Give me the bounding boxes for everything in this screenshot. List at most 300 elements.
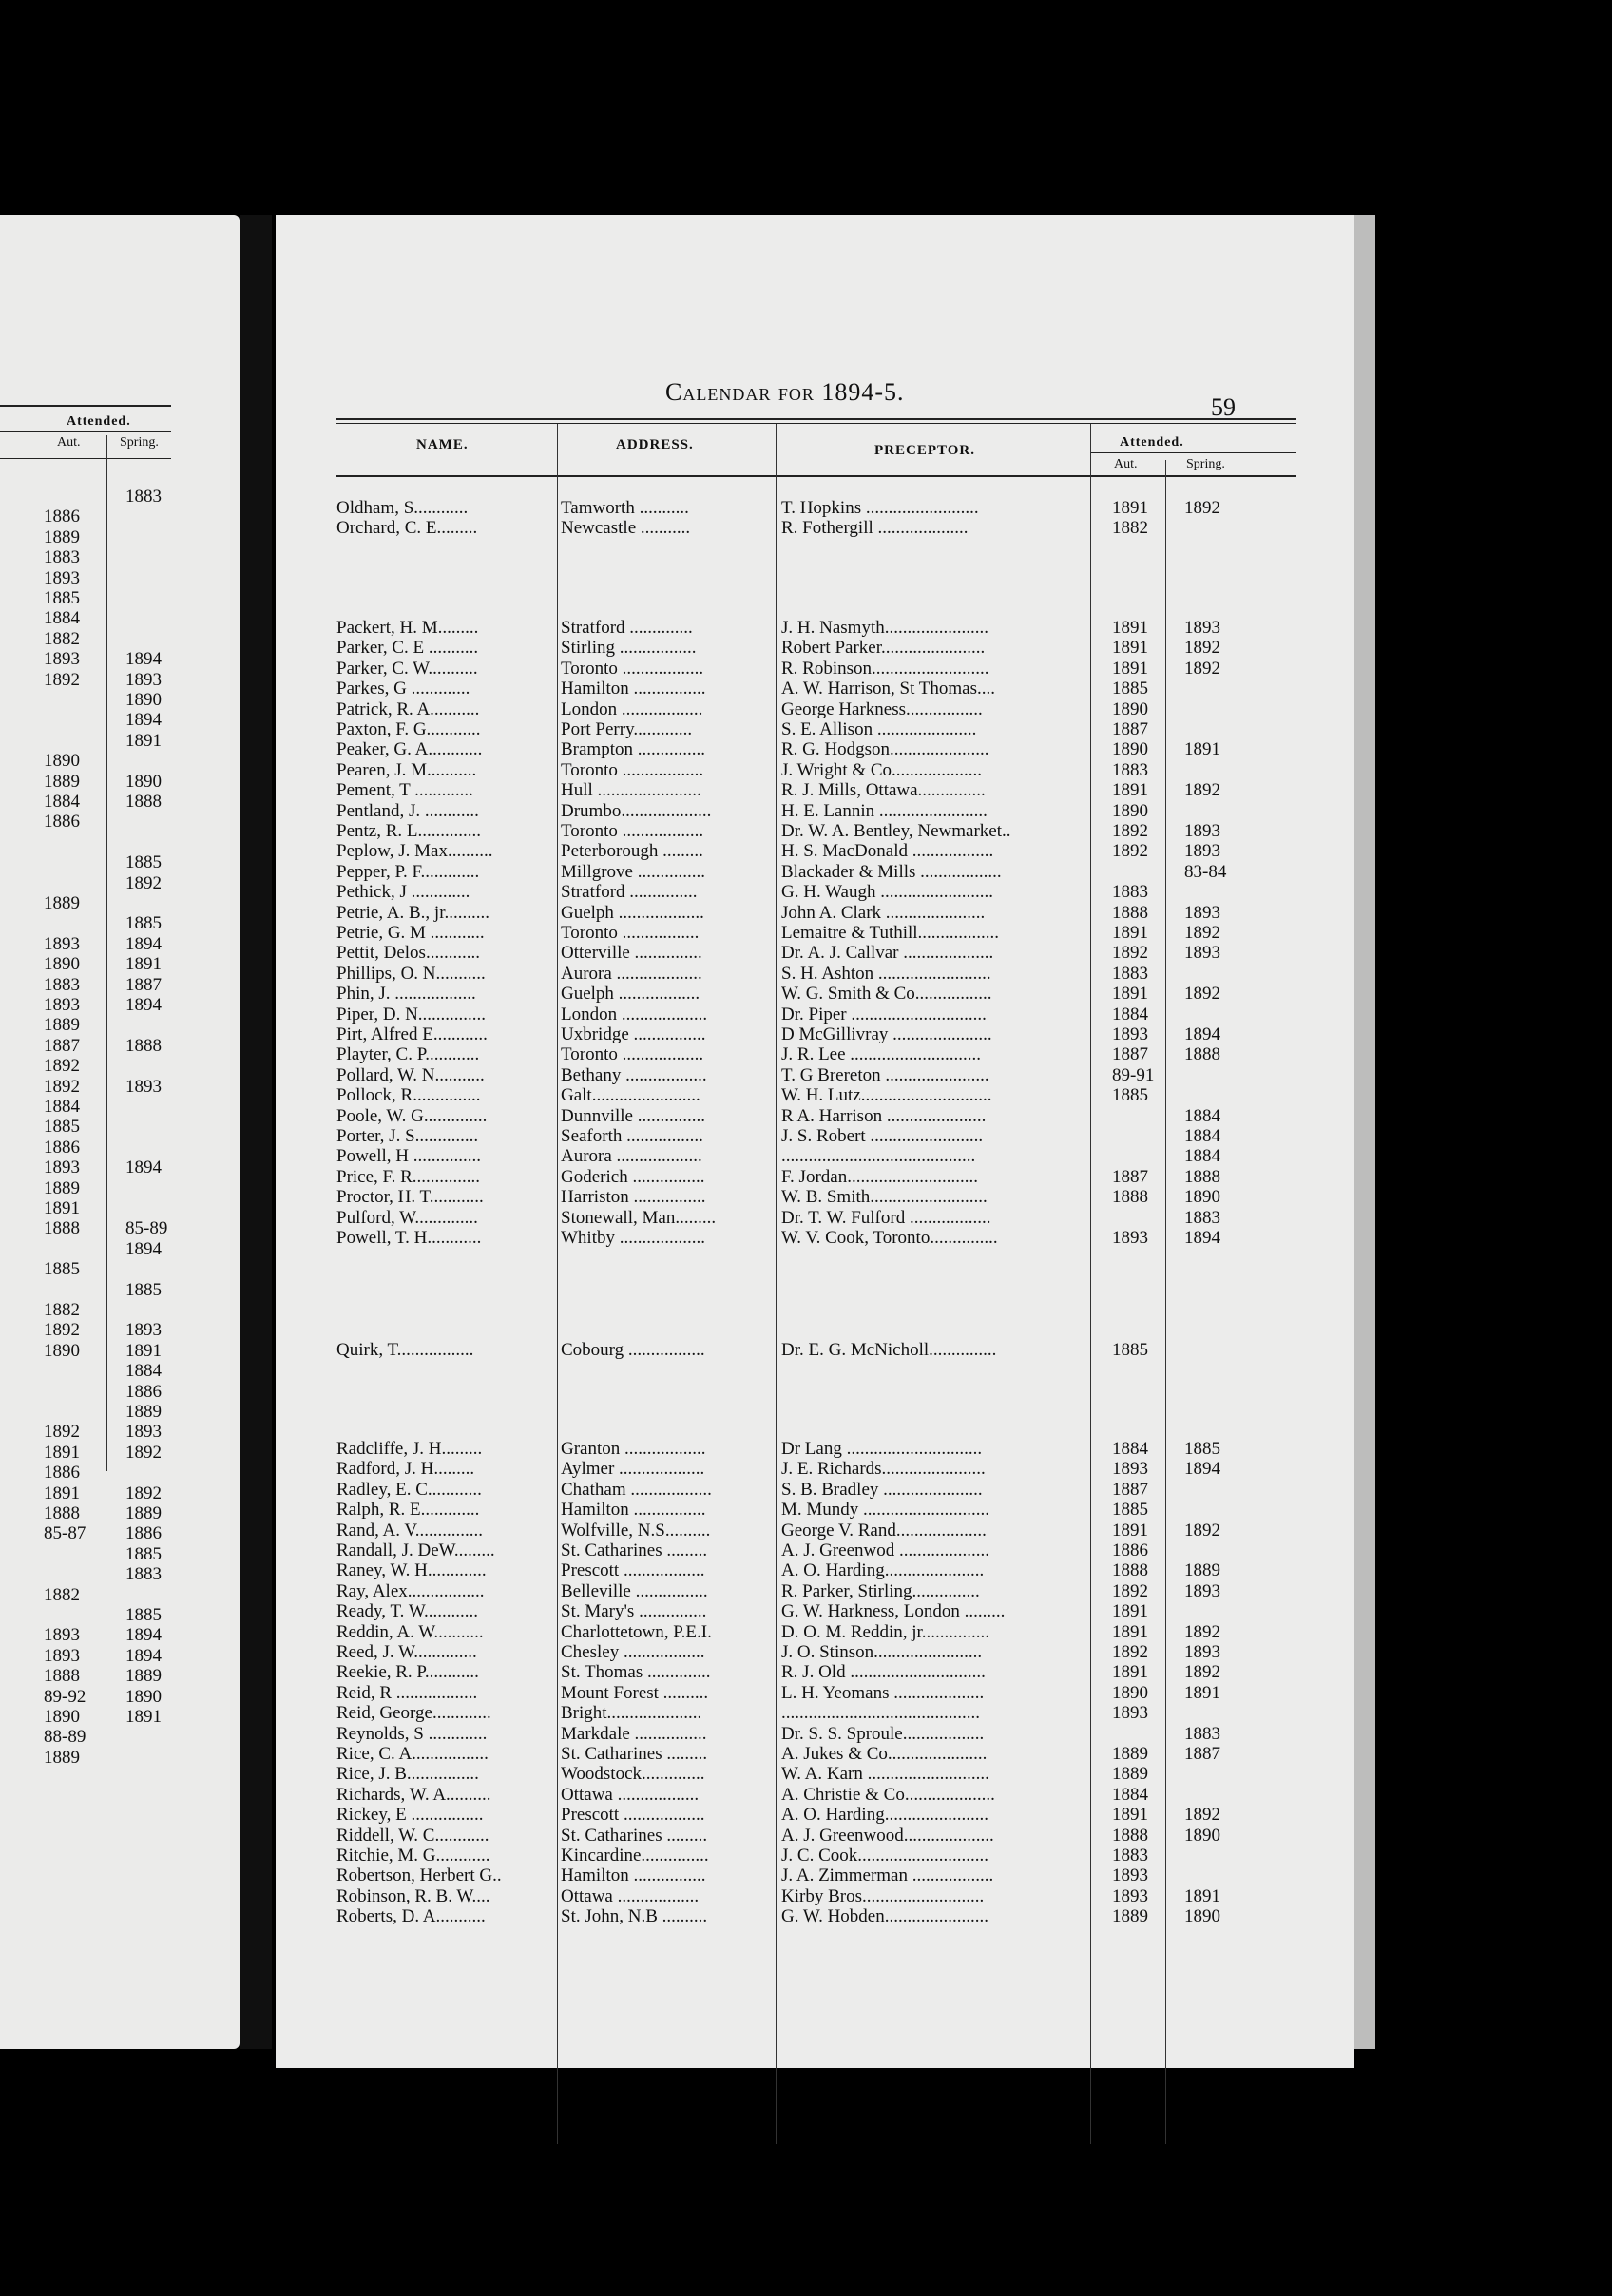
aut-year-cell: 1890 [1112,698,1148,719]
spring-year-cell: 1892 [1184,498,1220,518]
left-aut-year: 1885 [44,588,80,608]
spring-year-cell: 1885 [1184,1439,1220,1459]
name-cell: Piper, D. N............... [336,1004,487,1024]
spring-year-cell: 1887 [1184,1744,1220,1764]
left-spring-year: 1885 [125,1543,162,1564]
left-spring-year: 1886 [125,1381,162,1402]
header-rule-bottom [336,475,1296,477]
address-cell: Hull ....................... [561,780,701,801]
left-spring-year: 1886 [125,1523,162,1544]
register-row [276,984,1321,1004]
spring-year-cell: 1890 [1184,1906,1220,1927]
preceptor-cell: A. O. Harding....................... [781,1805,988,1826]
preceptor-cell: Kirby Bros........................... [781,1885,985,1906]
address-cell: Granton .................. [561,1439,706,1459]
preceptor-cell: A. Christie & Co.................... [781,1784,995,1805]
register-row [276,1340,1321,1360]
name-cell: Powell, H ............... [336,1146,481,1167]
name-cell: Roberts, D. A........... [336,1906,486,1927]
register-row [276,659,1321,679]
aut-year-cell: 1890 [1112,739,1148,760]
register-row [276,1703,1321,1723]
spring-year-cell: 1889 [1184,1560,1220,1581]
register-row [276,518,1321,538]
name-cell: Radley, E. C............ [336,1479,482,1500]
register-row [276,1683,1321,1703]
left-aut-year: 1890 [44,1340,80,1361]
spring-year-cell: 1890 [1184,1187,1220,1208]
register-row [276,1480,1321,1500]
name-cell: Reddin, A. W........... [336,1621,484,1642]
left-aut-year: 1883 [44,547,80,568]
register-row [276,821,1321,841]
address-cell: Seaforth ................. [561,1126,703,1146]
left-aut-year: 1892 [44,669,80,690]
name-cell: Robertson, Herbert G.. [336,1866,502,1886]
preceptor-cell: J. C. Cook............................. [781,1846,988,1866]
name-cell: Oldham, S............ [336,498,469,518]
register-row [276,780,1321,800]
register-row [276,1146,1321,1166]
address-cell: Prescott .................. [561,1805,705,1826]
preceptor-cell: S. B. Bradley ...................... [781,1479,983,1500]
register-row [276,1846,1321,1866]
aut-year-cell: 1891 [1112,1662,1148,1683]
spring-year-cell: 1892 [1184,1621,1220,1642]
register-row [276,841,1321,861]
preceptor-cell: L. H. Yeomans .................... [781,1682,985,1703]
left-spring-year: 1891 [125,730,162,751]
address-cell: Millgrove ............... [561,861,705,882]
preceptor-cell: S. H. Ashton ......................... [781,963,991,984]
address-cell: Stonewall, Man......... [561,1207,717,1228]
register-row [276,1044,1321,1064]
register-row [276,638,1321,658]
name-cell: Playter, C. P............ [336,1044,480,1065]
preceptor-cell: J. O. Stinson........................ [781,1642,983,1662]
left-aut-year: 1882 [44,628,80,649]
page-number: 59 [1211,393,1236,421]
register-row [276,1065,1321,1085]
register-row [276,1228,1321,1248]
left-spring-year: 1894 [125,995,162,1015]
name-cell: Packert, H. M......... [336,618,479,638]
preceptor-cell: A. O. Harding...................... [781,1560,985,1581]
aut-year-cell: 1883 [1112,882,1148,903]
name-cell: Reekie, R. P............ [336,1662,479,1683]
name-cell: Riddell, W. C............ [336,1825,489,1846]
page-title: Calendar for 1894-5. [665,378,905,406]
register-row [276,1785,1321,1805]
spring-year-cell: 1892 [1184,1805,1220,1826]
left-spring-heading: Spring. [120,435,159,450]
preceptor-column-heading: PRECEPTOR. [874,443,975,458]
aut-year-cell: 1891 [1112,1621,1148,1642]
left-aut-year: 1885 [44,1117,80,1138]
name-cell: Quirk, T................. [336,1340,474,1360]
preceptor-cell: W. A. Karn ........................... [781,1764,989,1785]
aut-year-cell: 1892 [1112,1580,1148,1601]
left-aut-year: 1886 [44,507,80,527]
aut-year-cell: 1891 [1112,498,1148,518]
spring-year-cell: 1892 [1184,1662,1220,1683]
name-cell: Pethick, J ............. [336,882,470,903]
register-row [276,923,1321,943]
preceptor-cell: ............................................ [781,1703,980,1724]
name-cell: Peaker, G. A............ [336,739,483,760]
page-edge [1354,215,1375,2049]
aut-year-cell: 1887 [1112,719,1148,739]
address-cell: Harriston ................ [561,1187,706,1208]
aut-year-cell: 1884 [1112,1439,1148,1459]
aut-year-cell: 1885 [1112,1340,1148,1360]
name-cell: Orchard, C. E......... [336,518,478,539]
spring-year-cell: 1888 [1184,1166,1220,1187]
name-cell: Paxton, F. G............ [336,719,481,739]
left-spring-year: 1889 [125,1503,162,1523]
address-cell: Chatham .................. [561,1479,712,1500]
register-row [276,801,1321,821]
preceptor-cell: G. W. Harkness, London ......... [781,1601,1006,1622]
left-aut-year: 1892 [44,1076,80,1097]
preceptor-cell: J. H. Nasmyth....................... [781,618,988,638]
register-row [276,1106,1321,1126]
left-spring-year: 1884 [125,1361,162,1382]
address-cell: Charlottetown, P.E.I. [561,1621,712,1642]
address-cell: Brampton ............... [561,739,705,760]
spring-year-cell: 1893 [1184,821,1220,841]
name-cell: Pollard, W. N........... [336,1064,485,1085]
name-cell: Rickey, E ................ [336,1805,484,1826]
register-row [276,1500,1321,1520]
preceptor-cell: R. Fothergill .................... [781,518,969,539]
aut-year-cell: 1884 [1112,1784,1148,1805]
register-row [276,1744,1321,1764]
preceptor-cell: W. B. Smith.......................... [781,1187,988,1208]
register-row [276,1662,1321,1682]
address-cell: Tamworth ........... [561,498,689,518]
left-aut-year: 1889 [44,526,80,547]
header-rule-top [336,418,1296,420]
address-cell: Aylmer ................... [561,1459,705,1480]
spring-year-cell: 1894 [1184,1459,1220,1480]
name-cell: Petrie, G. M ............ [336,923,485,943]
register-row [276,498,1321,518]
address-cell: Dunnville ............... [561,1105,705,1126]
address-cell: Prescott .................. [561,1560,705,1581]
left-spring-year: 1894 [125,1158,162,1178]
preceptor-cell: John A. Clark ...................... [781,902,986,923]
left-aut-year: 1886 [44,1137,80,1158]
address-cell: Ottawa .................. [561,1885,700,1906]
name-cell: Pettit, Delos............ [336,943,480,964]
left-aut-year: 1882 [44,1300,80,1320]
address-cell: Goderich ................ [561,1166,705,1187]
name-cell: Ritchie, M. G............ [336,1846,490,1866]
left-aut-year: 1886 [44,1463,80,1483]
preceptor-cell: Dr. A. J. Callvar .................... [781,943,994,964]
name-cell: Price, F. R............... [336,1166,481,1187]
name-cell: Rice, J. B................ [336,1764,479,1785]
left-spring-year: 1892 [125,872,162,893]
left-aut-year: 1889 [44,893,80,913]
address-cell: St. Catharines ......... [561,1825,708,1846]
left-aut-year: 1886 [44,812,80,832]
preceptor-cell: G. W. Hobden....................... [781,1906,988,1927]
spring-year-cell: 1893 [1184,902,1220,923]
aut-year-cell: 1890 [1112,800,1148,821]
name-cell: Rand, A. V............... [336,1520,483,1540]
name-cell: Parker, C. E ........... [336,638,479,659]
aut-year-cell: 1883 [1112,1846,1148,1866]
address-cell: Toronto ................. [561,923,700,943]
left-spring-year: 1891 [125,1707,162,1727]
left-aut-year: 1889 [44,1015,80,1036]
address-cell: Belleville ................ [561,1580,708,1601]
preceptor-cell: R. Parker, Stirling............... [781,1580,980,1601]
preceptor-cell: Dr. E. G. McNicholl............... [781,1340,997,1360]
register-row [276,1622,1321,1642]
preceptor-cell: J. Wright & Co.................... [781,759,983,780]
left-spring-year: 1893 [125,669,162,690]
spring-year-cell: 1894 [1184,1024,1220,1044]
left-aut-year: 88-89 [44,1727,86,1748]
aut-year-cell: 1883 [1112,963,1148,984]
left-aut-year: 1892 [44,1320,80,1341]
left-spring-year: 1890 [125,771,162,792]
left-spring-year: 1889 [125,1666,162,1687]
register-row [276,699,1321,719]
name-cell: Reed, J. W.............. [336,1642,477,1662]
address-cell: St. Catharines ......... [561,1540,708,1560]
preceptor-cell: G. H. Waugh ......................... [781,882,993,903]
register-row [276,760,1321,780]
aut-year-cell: 1891 [1112,1601,1148,1622]
right-page [276,215,1354,2068]
name-cell: Reynolds, S ............. [336,1723,488,1744]
address-cell: Otterville ............... [561,943,702,964]
aut-year-cell: 1891 [1112,618,1148,638]
left-spring-year: 1894 [125,1238,162,1259]
name-cell: Peplow, J. Max.......... [336,841,493,862]
left-aut-year: 1891 [44,1198,80,1218]
aut-year-cell: 1889 [1112,1764,1148,1785]
left-spring-year: 1892 [125,1442,162,1463]
preceptor-cell: A. Jukes & Co...................... [781,1744,988,1764]
spring-year-cell: 1890 [1184,1825,1220,1846]
register-row [276,1805,1321,1825]
spring-year-cell: 1883 [1184,1207,1220,1228]
left-aut-heading: Aut. [57,435,81,450]
left-aut-year: 1892 [44,1422,80,1443]
register-row [276,1004,1321,1024]
left-aut-year: 1885 [44,1259,80,1280]
address-cell: Drumbo.................... [561,800,712,821]
aut-year-cell: 1889 [1112,1744,1148,1764]
name-cell: Pement, T ............. [336,780,473,801]
left-spring-year: 1892 [125,1483,162,1503]
address-cell: St. Catharines ......... [561,1744,708,1764]
address-cell: Whitby ................... [561,1228,705,1248]
left-aut-year: 1884 [44,792,80,812]
name-cell: Petrie, A. B., jr.......... [336,902,489,923]
left-spring-year: 1885 [125,852,162,873]
spring-year-cell: 1884 [1184,1146,1220,1167]
aut-year-cell: 1891 [1112,1805,1148,1826]
name-cell: Ralph, R. E............. [336,1500,480,1521]
left-subheader-rule [0,458,171,459]
aut-column-heading: Aut. [1114,457,1138,471]
name-cell: Ready, T. W............ [336,1601,479,1622]
register-row [276,719,1321,739]
address-cell: Guelph ................... [561,902,704,923]
spring-year-cell: 1892 [1184,638,1220,659]
name-cell: Raney, W. H............. [336,1560,487,1581]
name-cell: Pearen, J. M........... [336,759,477,780]
name-cell: Proctor, H. T............ [336,1187,484,1208]
left-header-rule [0,405,171,407]
address-cell: Aurora ................... [561,963,702,984]
spring-year-cell: 1892 [1184,780,1220,801]
address-cell: Peterborough ......... [561,841,703,862]
spring-year-cell: 1893 [1184,943,1220,964]
left-aut-year: 1889 [44,1177,80,1198]
register-row [276,1642,1321,1662]
register-row [276,1724,1321,1744]
address-cell: Hamilton ................ [561,1866,706,1886]
preceptor-cell: T. G Brereton ....................... [781,1064,989,1085]
preceptor-cell: W. H. Lutz............................. [781,1085,992,1106]
preceptor-cell: H. S. MacDonald .................. [781,841,994,862]
aut-year-cell: 1890 [1112,1682,1148,1703]
left-spring-year: 1894 [125,1625,162,1646]
address-cell: Toronto .................. [561,759,704,780]
left-aut-year: 1888 [44,1503,80,1523]
aut-year-cell: 1893 [1112,1024,1148,1044]
preceptor-cell: A. J. Greenwood.................... [781,1825,994,1846]
spring-year-cell: 1893 [1184,618,1220,638]
register-row [276,882,1321,902]
address-cell: Stratford .............. [561,618,693,638]
left-spring-year: 1893 [125,1422,162,1443]
name-cell: Phin, J. .................. [336,984,476,1004]
preceptor-cell: W. V. Cook, Toronto............... [781,1228,998,1248]
aut-year-cell: 1887 [1112,1166,1148,1187]
aut-year-cell: 1892 [1112,821,1148,841]
spring-year-cell: 1892 [1184,658,1220,679]
address-cell: Wolfville, N.S.......... [561,1520,711,1540]
left-spring-year: 1891 [125,1340,162,1361]
spring-column-heading: Spring. [1186,457,1225,471]
name-column-heading: NAME. [416,437,469,452]
preceptor-cell: T. Hopkins ......................... [781,498,979,518]
left-aut-year: 1893 [44,567,80,588]
preceptor-cell: F. Jordan............................. [781,1166,978,1187]
left-spring-year: 1885 [125,1605,162,1625]
address-cell: London ................... [561,1004,708,1024]
aut-year-cell: 1891 [1112,1520,1148,1540]
name-cell: Robinson, R. B. W.... [336,1885,490,1906]
left-aut-year: 1893 [44,1645,80,1666]
aut-year-cell: 1892 [1112,841,1148,862]
name-cell: Poole, W. G.............. [336,1105,488,1126]
spring-year-cell: 1894 [1184,1228,1220,1248]
left-attended-rule [0,431,171,432]
left-spring-year: 1894 [125,710,162,731]
address-cell: Aurora ................... [561,1146,702,1167]
address-cell: Mount Forest .......... [561,1682,709,1703]
name-cell: Radford, J. H......... [336,1459,475,1480]
left-page [0,215,240,2049]
aut-year-cell: 1891 [1112,984,1148,1004]
left-aut-year: 1890 [44,751,80,772]
spring-year-cell: 83-84 [1184,861,1227,882]
left-aut-year: 1887 [44,1035,80,1056]
aut-year-cell: 1893 [1112,1459,1148,1480]
left-aut-year: 1891 [44,1442,80,1463]
aut-year-cell: 1892 [1112,1642,1148,1662]
address-cell: Port Perry............. [561,719,693,739]
left-spring-year: 1887 [125,974,162,995]
left-aut-year: 1892 [44,1056,80,1077]
preceptor-cell: H. E. Lannin ........................ [781,800,988,821]
preceptor-cell: George Harkness................. [781,698,983,719]
spring-year-cell: 1892 [1184,923,1220,943]
name-cell: Randall, J. DeW......... [336,1540,495,1560]
left-aut-year: 1893 [44,995,80,1015]
aut-year-cell: 1885 [1112,1500,1148,1521]
left-aut-year: 1893 [44,933,80,954]
left-aut-year: 1890 [44,954,80,975]
left-spring-year: 1894 [125,1645,162,1666]
preceptor-cell: M. Mundy ............................ [781,1500,990,1521]
left-spring-year: 1891 [125,954,162,975]
aut-year-cell: 1891 [1112,780,1148,801]
name-cell: Porter, J. S.............. [336,1126,479,1146]
aut-year-cell: 1891 [1112,638,1148,659]
preceptor-cell: Dr. W. A. Bentley, Newmarket.. [781,821,1011,841]
spring-year-cell: 1884 [1184,1126,1220,1146]
name-cell: Reid, George............. [336,1703,491,1724]
name-cell: Ray, Alex................. [336,1580,485,1601]
register-row [276,1560,1321,1580]
preceptor-cell: R. J. Mills, Ottawa............... [781,780,986,801]
name-cell: Pentland, J. ............ [336,800,479,821]
register-row [276,1826,1321,1846]
address-cell: Chesley .................. [561,1642,705,1662]
left-spring-year: 1885 [125,913,162,934]
left-attended-heading: Attended. [67,414,131,429]
left-spring-year: 1888 [125,792,162,812]
left-spring-year: 1894 [125,649,162,670]
address-cell: Ottawa .................. [561,1784,700,1805]
preceptor-cell: Dr. S. S. Sproule.................. [781,1723,985,1744]
preceptor-cell: A. W. Harrison, St Thomas.... [781,679,996,699]
spring-year-cell: 1891 [1184,739,1220,760]
address-column-heading: ADDRESS. [616,437,694,452]
preceptor-cell: Dr. T. W. Fulford .................. [781,1207,991,1228]
address-cell: Kincardine............... [561,1846,709,1866]
left-spring-year: 1883 [125,1564,162,1585]
header-rule-top-2 [336,423,1296,424]
preceptor-cell: S. E. Allison ...................... [781,719,977,739]
spring-year-cell: 1888 [1184,1044,1220,1065]
address-cell: Hamilton ................ [561,1500,706,1521]
name-cell: Pulford, W.............. [336,1207,478,1228]
address-cell: London .................. [561,698,703,719]
spring-year-cell: 1892 [1184,1520,1220,1540]
name-cell: Patrick, R. A........... [336,698,480,719]
